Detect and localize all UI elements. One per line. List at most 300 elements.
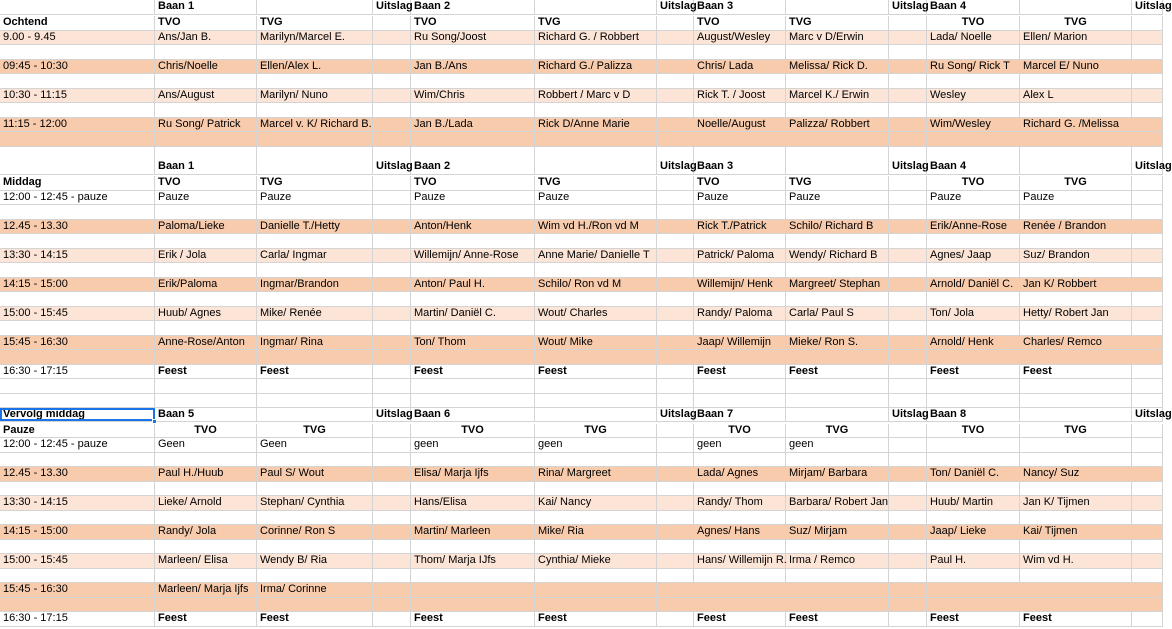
pairing-cell[interactable] (373, 525, 411, 539)
pairing-cell[interactable] (1020, 540, 1132, 554)
pairing-cell[interactable] (1020, 205, 1132, 219)
pairing-cell[interactable] (1132, 191, 1163, 205)
pairing-cell[interactable] (1132, 103, 1163, 117)
pairing-cell[interactable] (257, 263, 373, 277)
pairing-cell[interactable]: Feest (786, 612, 889, 626)
pairing-cell[interactable] (373, 234, 411, 248)
pairing-cell[interactable] (411, 103, 535, 117)
pairing-cell[interactable]: Richard G. / Robbert (535, 31, 657, 45)
time-slot-cell[interactable]: 12:00 - 12:45 - pauze (0, 438, 155, 452)
pairing-cell[interactable] (257, 453, 373, 467)
pairing-cell[interactable] (535, 263, 657, 277)
pairing-cell[interactable] (257, 350, 373, 364)
pairing-cell[interactable]: Wendy B/ Ria (257, 554, 373, 568)
pairing-cell[interactable] (889, 569, 927, 583)
pairing-cell[interactable] (786, 103, 889, 117)
pairing-cell[interactable] (1132, 379, 1163, 393)
pairing-cell[interactable] (1132, 89, 1163, 103)
pairing-cell[interactable] (257, 292, 373, 306)
pairing-cell[interactable]: Stephan/ Cynthia (257, 496, 373, 510)
pairing-cell[interactable] (657, 278, 694, 292)
pairing-cell[interactable] (889, 220, 927, 234)
pairing-cell[interactable] (1132, 350, 1163, 364)
pairing-cell[interactable]: Rick T. / Joost (694, 89, 786, 103)
pairing-cell[interactable] (411, 45, 535, 59)
pairing-cell[interactable]: Melissa/ Rick D. (786, 60, 889, 74)
pairing-cell[interactable] (1132, 307, 1163, 321)
time-slot-cell[interactable] (0, 263, 155, 277)
section-title[interactable] (0, 160, 155, 174)
pairing-cell[interactable] (1132, 525, 1163, 539)
pairing-cell[interactable]: TVO (155, 16, 257, 30)
pairing-cell[interactable] (373, 511, 411, 525)
pairing-cell[interactable] (257, 147, 373, 161)
pairing-cell[interactable]: Wesley (927, 89, 1020, 103)
pairing-cell[interactable] (373, 598, 411, 612)
pairing-cell[interactable] (694, 205, 786, 219)
pairing-cell[interactable]: Elisa/ Marja Ijfs (411, 467, 535, 481)
time-slot-cell[interactable] (0, 482, 155, 496)
pairing-cell[interactable]: Ton/ Daniël C. (927, 467, 1020, 481)
pairing-cell[interactable] (535, 482, 657, 496)
pairing-cell[interactable]: Mike/ Renée (257, 307, 373, 321)
pairing-cell[interactable]: Palizza/ Robbert (786, 118, 889, 132)
pairing-cell[interactable]: Agnes/ Jaap (927, 249, 1020, 263)
pairing-cell[interactable]: Ru Song/ Rick T (927, 60, 1020, 74)
pairing-cell[interactable] (889, 16, 927, 30)
pairing-cell[interactable] (657, 598, 694, 612)
pairing-cell[interactable] (927, 569, 1020, 583)
pairing-cell[interactable] (373, 278, 411, 292)
pairing-cell[interactable] (373, 365, 411, 379)
pairing-cell[interactable] (535, 74, 657, 88)
pairing-cell[interactable] (1020, 394, 1132, 408)
pairing-cell[interactable]: Geen (257, 438, 373, 452)
pairing-cell[interactable]: Rick D/Anne Marie (535, 118, 657, 132)
pairing-cell[interactable]: TVO (927, 16, 1020, 30)
pairing-cell[interactable] (694, 132, 786, 146)
pairing-cell[interactable] (889, 379, 927, 393)
pairing-cell[interactable]: Ans/August (155, 89, 257, 103)
pairing-cell[interactable] (1132, 540, 1163, 554)
pairing-cell[interactable]: Rina/ Margreet (535, 467, 657, 481)
pairing-cell[interactable]: August/Wesley (694, 31, 786, 45)
pairing-cell[interactable] (694, 147, 786, 161)
pairing-cell[interactable] (657, 16, 694, 30)
pairing-cell[interactable]: Wim vd H./Ron vd M (535, 220, 657, 234)
court-header[interactable]: Baan 3 (694, 0, 786, 14)
pairing-cell[interactable] (786, 569, 889, 583)
court-header[interactable]: Baan 7 (694, 408, 786, 422)
pairing-cell[interactable] (411, 263, 535, 277)
result-column-header[interactable]: Uitslag (657, 0, 694, 14)
pairing-cell[interactable]: Hans/ Willemijn R. (694, 554, 786, 568)
pairing-cell[interactable]: Pauze (694, 191, 786, 205)
pairing-cell[interactable]: Wim/Wesley (927, 118, 1020, 132)
pairing-cell[interactable]: Paul H./Huub (155, 467, 257, 481)
time-slot-cell[interactable] (0, 379, 155, 393)
pairing-cell[interactable] (1132, 74, 1163, 88)
result-column-header[interactable]: Uitslag (1132, 0, 1163, 14)
time-slot-cell[interactable]: 15:45 - 16:30 (0, 583, 155, 597)
pairing-cell[interactable] (411, 394, 535, 408)
pairing-cell[interactable] (889, 321, 927, 335)
pairing-cell[interactable]: Huub/ Agnes (155, 307, 257, 321)
pairing-cell[interactable] (373, 379, 411, 393)
pairing-cell[interactable]: TVG (535, 176, 657, 190)
time-slot-cell[interactable]: 14:15 - 15:00 (0, 278, 155, 292)
time-slot-cell[interactable] (0, 45, 155, 59)
pairing-cell[interactable] (1020, 379, 1132, 393)
pairing-cell[interactable] (657, 147, 694, 161)
pairing-cell[interactable]: TVG (1020, 424, 1132, 438)
pairing-cell[interactable]: TVO (411, 16, 535, 30)
pairing-cell[interactable] (1132, 554, 1163, 568)
pairing-cell[interactable]: Marilyn/ Nuno (257, 89, 373, 103)
pairing-cell[interactable] (927, 453, 1020, 467)
court-header[interactable] (535, 160, 657, 174)
pairing-cell[interactable] (1132, 263, 1163, 277)
time-slot-cell[interactable] (0, 321, 155, 335)
pairing-cell[interactable] (786, 379, 889, 393)
pairing-cell[interactable] (535, 205, 657, 219)
pairing-cell[interactable] (535, 394, 657, 408)
pairing-cell[interactable]: Ans/Jan B. (155, 31, 257, 45)
pairing-cell[interactable] (155, 350, 257, 364)
pairing-cell[interactable]: Feest (927, 365, 1020, 379)
pairing-cell[interactable] (657, 511, 694, 525)
pairing-cell[interactable] (535, 540, 657, 554)
pairing-cell[interactable]: Pauze (927, 191, 1020, 205)
pairing-cell[interactable] (373, 60, 411, 74)
pairing-cell[interactable] (694, 394, 786, 408)
pairing-cell[interactable]: Pauze (1020, 191, 1132, 205)
pairing-cell[interactable] (535, 45, 657, 59)
pairing-cell[interactable] (411, 379, 535, 393)
pairing-cell[interactable] (927, 103, 1020, 117)
time-slot-cell[interactable]: 13:30 - 14:15 (0, 496, 155, 510)
time-slot-cell[interactable]: 12:00 - 12:45 - pauze (0, 191, 155, 205)
pairing-cell[interactable]: geen (411, 438, 535, 452)
pairing-cell[interactable] (373, 482, 411, 496)
pairing-cell[interactable] (535, 569, 657, 583)
time-slot-cell[interactable]: 10:30 - 11:15 (0, 89, 155, 103)
pairing-cell[interactable]: Renée / Brandon (1020, 220, 1132, 234)
pairing-cell[interactable] (694, 583, 786, 597)
pairing-cell[interactable] (373, 118, 411, 132)
time-slot-cell[interactable]: Pauze (0, 424, 155, 438)
pairing-cell[interactable] (889, 249, 927, 263)
pairing-cell[interactable]: TVG (257, 16, 373, 30)
pairing-cell[interactable] (257, 379, 373, 393)
pairing-cell[interactable] (1020, 321, 1132, 335)
pairing-cell[interactable] (257, 540, 373, 554)
pairing-cell[interactable] (927, 147, 1020, 161)
pairing-cell[interactable]: TVG (1020, 16, 1132, 30)
court-header[interactable] (786, 160, 889, 174)
pairing-cell[interactable] (257, 511, 373, 525)
pairing-cell[interactable]: Schilo/ Ron vd M (535, 278, 657, 292)
pairing-cell[interactable]: TVG (535, 16, 657, 30)
pairing-cell[interactable]: Feest (155, 365, 257, 379)
pairing-cell[interactable] (411, 74, 535, 88)
pairing-cell[interactable] (657, 118, 694, 132)
pairing-cell[interactable]: Marilyn/Marcel E. (257, 31, 373, 45)
pairing-cell[interactable]: Irma/ Corinne (257, 583, 373, 597)
pairing-cell[interactable]: Jan B./Lada (411, 118, 535, 132)
pairing-cell[interactable] (694, 292, 786, 306)
pairing-cell[interactable] (927, 350, 1020, 364)
pairing-cell[interactable] (657, 89, 694, 103)
court-header[interactable]: Baan 1 (155, 0, 257, 14)
pairing-cell[interactable]: TVO (411, 176, 535, 190)
time-slot-cell[interactable]: 11:15 - 12:00 (0, 118, 155, 132)
pairing-cell[interactable] (889, 31, 927, 45)
pairing-cell[interactable] (1020, 292, 1132, 306)
pairing-cell[interactable]: Cynthia/ Mieke (535, 554, 657, 568)
pairing-cell[interactable] (1020, 234, 1132, 248)
pairing-cell[interactable] (535, 292, 657, 306)
pairing-cell[interactable]: Lada/ Agnes (694, 467, 786, 481)
pairing-cell[interactable] (1132, 45, 1163, 59)
pairing-cell[interactable] (155, 598, 257, 612)
time-slot-cell[interactable] (0, 292, 155, 306)
pairing-cell[interactable] (694, 511, 786, 525)
pairing-cell[interactable] (411, 234, 535, 248)
pairing-cell[interactable] (1132, 16, 1163, 30)
pairing-cell[interactable]: geen (535, 438, 657, 452)
pairing-cell[interactable]: Mirjam/ Barbara (786, 467, 889, 481)
pairing-cell[interactable]: Feest (927, 612, 1020, 626)
pairing-cell[interactable] (1132, 220, 1163, 234)
time-slot-cell[interactable] (0, 132, 155, 146)
pairing-cell[interactable] (694, 482, 786, 496)
pairing-cell[interactable] (657, 176, 694, 190)
pairing-cell[interactable] (657, 336, 694, 350)
pairing-cell[interactable]: TVG (1020, 176, 1132, 190)
pairing-cell[interactable] (889, 525, 927, 539)
pairing-cell[interactable] (889, 336, 927, 350)
court-header[interactable] (257, 408, 373, 422)
pairing-cell[interactable]: Suz/ Brandon (1020, 249, 1132, 263)
pairing-cell[interactable] (889, 438, 927, 452)
time-slot-cell[interactable]: 16:30 - 17:15 (0, 612, 155, 626)
pairing-cell[interactable] (1132, 612, 1163, 626)
pairing-cell[interactable] (257, 598, 373, 612)
pairing-cell[interactable] (535, 103, 657, 117)
pairing-cell[interactable] (535, 598, 657, 612)
pairing-cell[interactable]: TVO (694, 176, 786, 190)
pairing-cell[interactable] (889, 292, 927, 306)
pairing-cell[interactable] (889, 496, 927, 510)
pairing-cell[interactable] (155, 569, 257, 583)
pairing-cell[interactable] (1020, 45, 1132, 59)
pairing-cell[interactable]: Anne-Rose/Anton (155, 336, 257, 350)
pairing-cell[interactable]: Nancy/ Suz (1020, 467, 1132, 481)
pairing-cell[interactable] (889, 307, 927, 321)
pairing-cell[interactable]: Ellen/ Marion (1020, 31, 1132, 45)
pairing-cell[interactable]: Feest (694, 365, 786, 379)
pairing-cell[interactable] (657, 554, 694, 568)
pairing-cell[interactable] (889, 394, 927, 408)
pairing-cell[interactable]: Pauze (257, 191, 373, 205)
pairing-cell[interactable] (657, 292, 694, 306)
pairing-cell[interactable] (889, 176, 927, 190)
time-slot-cell[interactable] (0, 540, 155, 554)
pairing-cell[interactable] (657, 74, 694, 88)
section-title[interactable] (0, 0, 155, 14)
pairing-cell[interactable]: Feest (535, 365, 657, 379)
result-column-header[interactable]: Uitslag (1132, 408, 1163, 422)
court-header[interactable]: Baan 5 (155, 408, 257, 422)
pairing-cell[interactable] (1020, 583, 1132, 597)
pairing-cell[interactable] (257, 74, 373, 88)
time-slot-cell[interactable]: 15:00 - 15:45 (0, 307, 155, 321)
pairing-cell[interactable]: TVG (786, 424, 889, 438)
pairing-cell[interactable] (1132, 583, 1163, 597)
pairing-cell[interactable] (411, 583, 535, 597)
pairing-cell[interactable] (411, 482, 535, 496)
pairing-cell[interactable]: Marcel E/ Nuno (1020, 60, 1132, 74)
pairing-cell[interactable]: Patrick/ Paloma (694, 249, 786, 263)
court-header[interactable]: Baan 3 (694, 160, 786, 174)
pairing-cell[interactable]: Paul H. (927, 554, 1020, 568)
pairing-cell[interactable] (373, 89, 411, 103)
pairing-cell[interactable]: Rick T./Patrick (694, 220, 786, 234)
court-header[interactable] (535, 0, 657, 14)
pairing-cell[interactable]: Pauze (411, 191, 535, 205)
pairing-cell[interactable] (257, 132, 373, 146)
pairing-cell[interactable]: Richard G./ Palizza (535, 60, 657, 74)
time-slot-cell[interactable] (0, 453, 155, 467)
time-slot-cell[interactable]: Ochtend (0, 16, 155, 30)
pairing-cell[interactable] (927, 379, 1020, 393)
pairing-cell[interactable]: geen (694, 438, 786, 452)
pairing-cell[interactable] (889, 60, 927, 74)
time-slot-cell[interactable]: 14:15 - 15:00 (0, 525, 155, 539)
pairing-cell[interactable]: Pauze (155, 191, 257, 205)
pairing-cell[interactable]: Jan B./Ans (411, 60, 535, 74)
pairing-cell[interactable] (927, 394, 1020, 408)
pairing-cell[interactable] (155, 482, 257, 496)
pairing-cell[interactable]: Erik/Anne-Rose (927, 220, 1020, 234)
pairing-cell[interactable] (411, 205, 535, 219)
pairing-cell[interactable] (694, 74, 786, 88)
pairing-cell[interactable]: Chris/Noelle (155, 60, 257, 74)
pairing-cell[interactable] (155, 45, 257, 59)
pairing-cell[interactable]: Ton/ Jola (927, 307, 1020, 321)
pairing-cell[interactable] (694, 569, 786, 583)
pairing-cell[interactable] (786, 598, 889, 612)
pairing-cell[interactable] (411, 321, 535, 335)
pairing-cell[interactable]: Huub/ Martin (927, 496, 1020, 510)
pairing-cell[interactable] (889, 103, 927, 117)
pairing-cell[interactable]: TVG (786, 176, 889, 190)
pairing-cell[interactable] (411, 511, 535, 525)
pairing-cell[interactable]: Margreet/ Stephan (786, 278, 889, 292)
pairing-cell[interactable]: Charles/ Remco (1020, 336, 1132, 350)
pairing-cell[interactable] (535, 321, 657, 335)
pairing-cell[interactable] (1132, 132, 1163, 146)
pairing-cell[interactable] (889, 132, 927, 146)
pairing-cell[interactable] (257, 234, 373, 248)
pairing-cell[interactable] (155, 394, 257, 408)
pairing-cell[interactable]: Mike/ Ria (535, 525, 657, 539)
pairing-cell[interactable] (155, 540, 257, 554)
pairing-cell[interactable] (786, 482, 889, 496)
pairing-cell[interactable] (927, 598, 1020, 612)
pairing-cell[interactable]: Ellen/Alex L. (257, 60, 373, 74)
pairing-cell[interactable] (786, 453, 889, 467)
pairing-cell[interactable] (786, 205, 889, 219)
pairing-cell[interactable] (1132, 511, 1163, 525)
pairing-cell[interactable] (657, 540, 694, 554)
pairing-cell[interactable] (411, 569, 535, 583)
pairing-cell[interactable]: Martin/ Daniël C. (411, 307, 535, 321)
pairing-cell[interactable] (373, 249, 411, 263)
pairing-cell[interactable]: Willemijn/ Anne-Rose (411, 249, 535, 263)
pairing-cell[interactable] (373, 321, 411, 335)
pairing-cell[interactable] (657, 612, 694, 626)
pairing-cell[interactable]: Jaap/ Willemijn (694, 336, 786, 350)
pairing-cell[interactable]: TVO (155, 176, 257, 190)
pairing-cell[interactable]: Kai/ Tijmen (1020, 525, 1132, 539)
pairing-cell[interactable] (535, 350, 657, 364)
pairing-cell[interactable] (889, 234, 927, 248)
court-header[interactable]: Baan 8 (927, 408, 1020, 422)
time-slot-cell[interactable] (0, 569, 155, 583)
pairing-cell[interactable] (535, 453, 657, 467)
pairing-cell[interactable]: Randy/ Jola (155, 525, 257, 539)
pairing-cell[interactable]: Jaap/ Lieke (927, 525, 1020, 539)
pairing-cell[interactable]: Feest (1020, 365, 1132, 379)
pairing-cell[interactable] (411, 147, 535, 161)
pairing-cell[interactable] (694, 103, 786, 117)
pairing-cell[interactable] (889, 278, 927, 292)
pairing-cell[interactable] (927, 292, 1020, 306)
pairing-cell[interactable]: Thom/ Marja IJfs (411, 554, 535, 568)
pairing-cell[interactable]: Erik/Paloma (155, 278, 257, 292)
pairing-cell[interactable] (889, 191, 927, 205)
pairing-cell[interactable] (155, 453, 257, 467)
pairing-cell[interactable]: Barbara/ Robert Jan (786, 496, 889, 510)
pairing-cell[interactable] (927, 321, 1020, 335)
pairing-cell[interactable] (1132, 249, 1163, 263)
pairing-cell[interactable]: Feest (411, 365, 535, 379)
pairing-cell[interactable]: Ru Song/Joost (411, 31, 535, 45)
time-slot-cell[interactable]: 15:00 - 15:45 (0, 554, 155, 568)
pairing-cell[interactable] (373, 103, 411, 117)
pairing-cell[interactable]: Ingmar/Brandon (257, 278, 373, 292)
pairing-cell[interactable] (1020, 350, 1132, 364)
pairing-cell[interactable] (657, 205, 694, 219)
pairing-cell[interactable] (1020, 453, 1132, 467)
pairing-cell[interactable]: Marcel K./ Erwin (786, 89, 889, 103)
pairing-cell[interactable]: TVG (786, 16, 889, 30)
selection-fill-handle[interactable] (152, 419, 157, 424)
pairing-cell[interactable]: Marcel v. K/ Richard B. (257, 118, 373, 132)
pairing-cell[interactable] (257, 103, 373, 117)
time-slot-cell[interactable]: 12.45 - 13.30 (0, 220, 155, 234)
pairing-cell[interactable]: Martin/ Marleen (411, 525, 535, 539)
pairing-cell[interactable] (657, 424, 694, 438)
pairing-cell[interactable]: Geen (155, 438, 257, 452)
pairing-cell[interactable] (694, 263, 786, 277)
pairing-cell[interactable]: Feest (411, 612, 535, 626)
pairing-cell[interactable] (535, 147, 657, 161)
pairing-cell[interactable] (373, 307, 411, 321)
pairing-cell[interactable]: Ru Song/ Patrick (155, 118, 257, 132)
